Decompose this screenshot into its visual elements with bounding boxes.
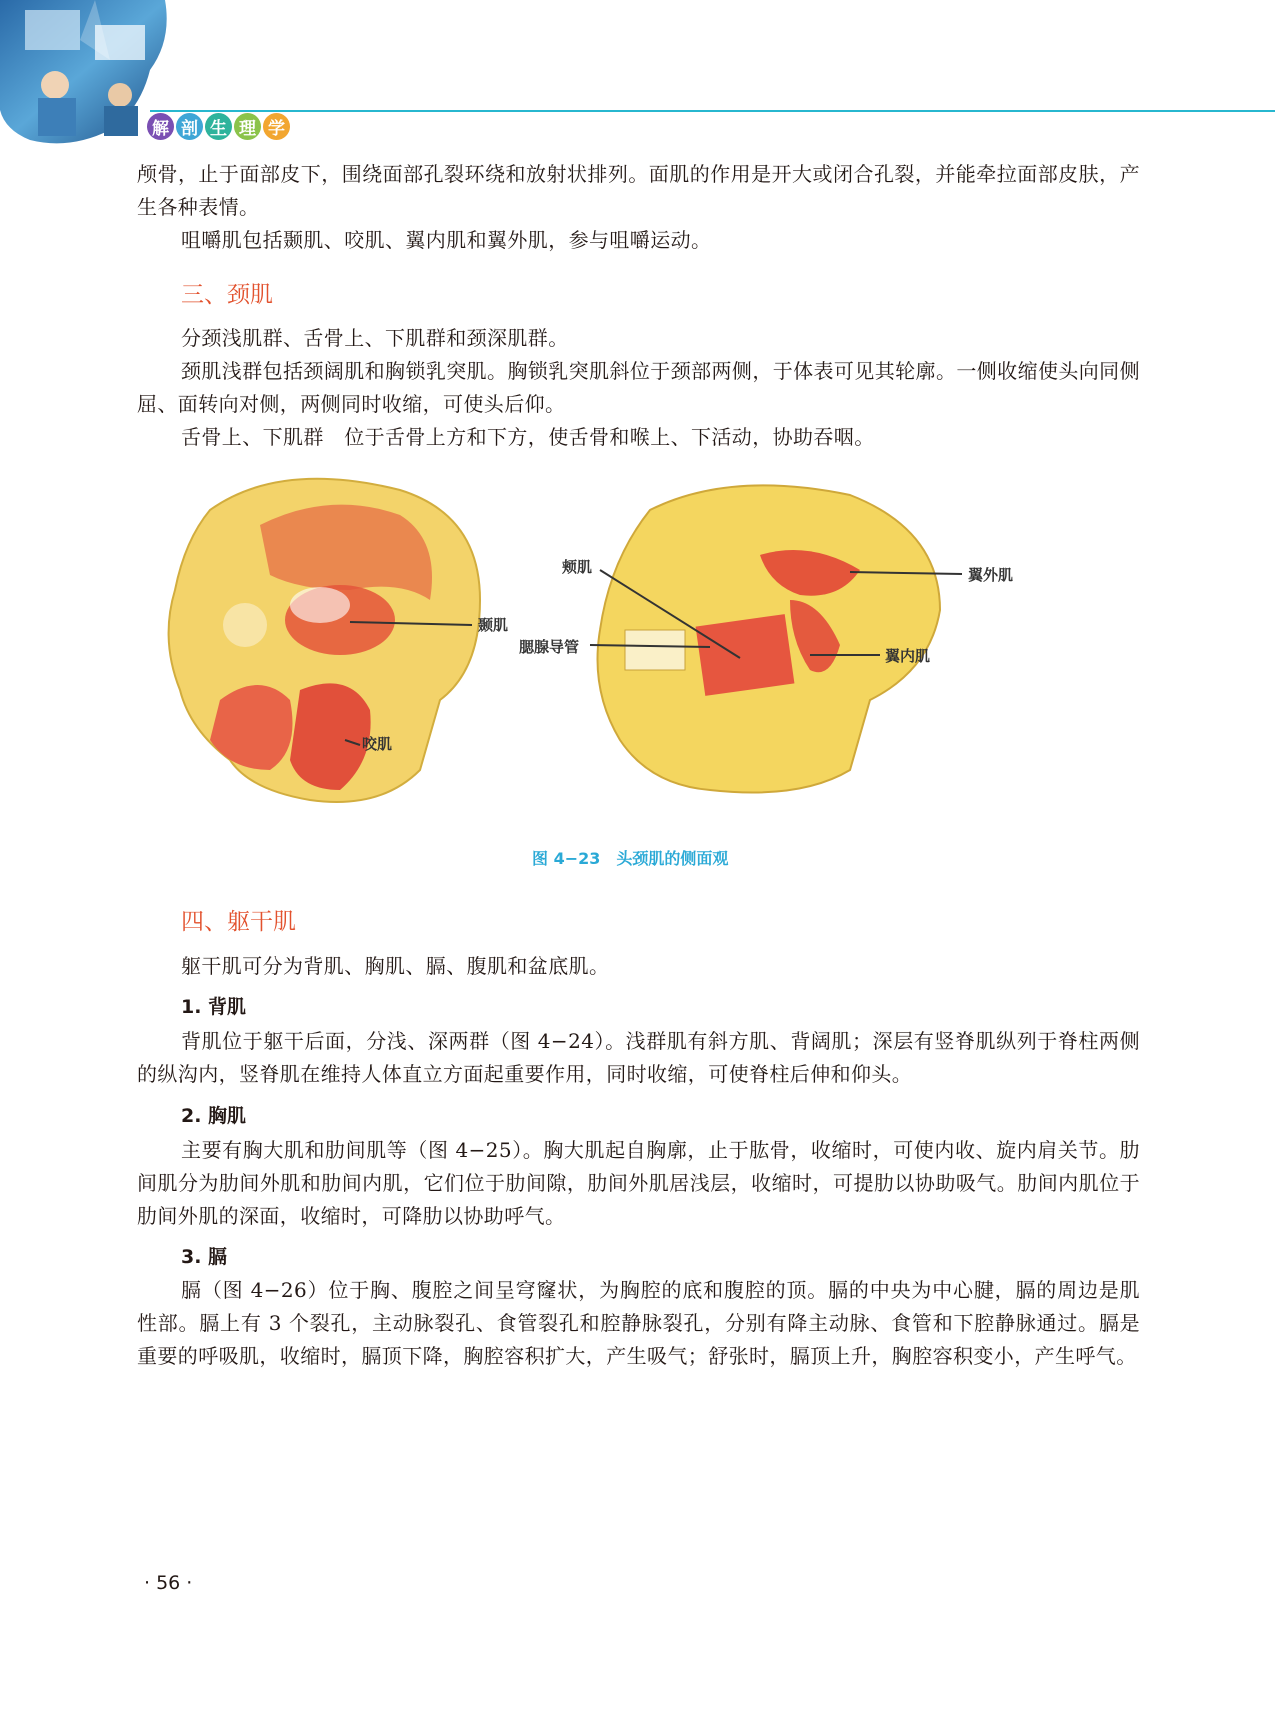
skull-illustrations: [150, 470, 1135, 840]
section-3-text: [137, 322, 1140, 454]
section-4-intro: [137, 950, 1140, 983]
paragraph: 膈（图 4−26）位于胸、腹腔之间呈穹窿状，为胸腔的底和腹腔的顶。膈的中央为中心腱，膈的周边是肌性部。膈上有 3 个裂孔，主动脉裂孔、食管裂孔和腔静脉裂孔，分别有降主动脉、食管和下腔静脉通过。膈是重要的呼吸肌，收缩时，膈顶下降，胸腔容积扩大，产生吸气；舒张时，膈顶上升，胸腔容积变小，产生呼气。: [137, 1278, 1140, 1368]
subsection-title: 2. 胸肌: [181, 1105, 247, 1127]
label-buccinator: 颊肌: [562, 558, 593, 576]
anatomy-figure: [150, 470, 1135, 840]
label-temporalis: 颞肌: [478, 616, 509, 634]
label-lateral-pterygoid: 翼外肌: [968, 566, 1014, 584]
label-masseter: 咬肌: [362, 735, 393, 753]
right-skull-drawing: [590, 485, 962, 792]
paragraph: 咀嚼肌包括颞肌、咬肌、翼内肌和翼外肌，参与咀嚼运动。: [181, 228, 712, 252]
title-char-badge: 理: [234, 113, 261, 140]
title-char-badge: 学: [263, 113, 290, 140]
subsection-text: [137, 1274, 1140, 1373]
subsection-text: [137, 1134, 1140, 1233]
book-title: [147, 113, 290, 140]
paragraph: 颅骨，止于面部皮下，围绕面部孔裂环绕和放射状排列。面肌的作用是开大或闭合孔裂，并能牵拉面部皮肤，产生各种表情。: [137, 162, 1140, 219]
paragraph: 躯干肌可分为背肌、胸肌、膈、腹肌和盆底肌。: [181, 954, 610, 978]
subsection-title: 1. 背肌: [181, 996, 247, 1018]
subsection-title: 3. 膈: [181, 1246, 228, 1268]
title-char-badge: 生: [205, 113, 232, 140]
section-title: 四、躯干肌: [181, 909, 296, 935]
paragraph: 背肌位于躯干后面，分浅、深两群（图 4−24）。浅群肌有斜方肌、背阔肌；深层有竖脊肌纵列于脊柱两侧的纵沟内，竖脊肌在维持人体直立方面起重要作用，同时收缩，可使脊柱后伸和仰头。: [137, 1029, 1140, 1086]
left-skull-drawing: [169, 479, 480, 802]
paragraph: 颈肌浅群包括颈阔肌和胸锁乳突肌。胸锁乳突肌斜位于颈部两侧，于体表可见其轮廓。一侧收缩使头向同侧屈、面转向对侧，两侧同时收缩，可使头后仰。: [137, 359, 1140, 416]
paragraph: 主要有胸大肌和肋间肌等（图 4−25）。胸大肌起自胸廓，止于肱骨，收缩时，可使内收、旋内肩关节。肋间肌分为肋间外肌和肋间内肌，它们位于肋间隙，肋间外肌居浅层，收缩时，可提肋以协助吸气。肋间内肌位于肋间外肌的深面，收缩时，可降肋以协助呼气。: [137, 1138, 1140, 1228]
label-parotid-duct: 腮腺导管: [519, 638, 580, 656]
label-medial-pterygoid: 翼内肌: [885, 647, 931, 665]
header-accent-line: [150, 110, 1275, 112]
intro-text: [137, 158, 1140, 257]
section-title: 三、颈肌: [181, 282, 273, 308]
title-char-badge: 剖: [176, 113, 203, 140]
paragraph: 分颈浅肌群、舌骨上、下肌群和颈深肌群。: [181, 326, 569, 350]
page-number: · 56 ·: [144, 1572, 193, 1594]
paragraph: 舌骨上、下肌群 位于舌骨上方和下方，使舌骨和喉上、下活动，协助吞咽。: [181, 425, 875, 449]
title-char-badge: 解: [147, 113, 174, 140]
figure-caption: 图 4−23 头颈肌的侧面观: [532, 849, 729, 868]
subsection-text: [137, 1025, 1140, 1091]
